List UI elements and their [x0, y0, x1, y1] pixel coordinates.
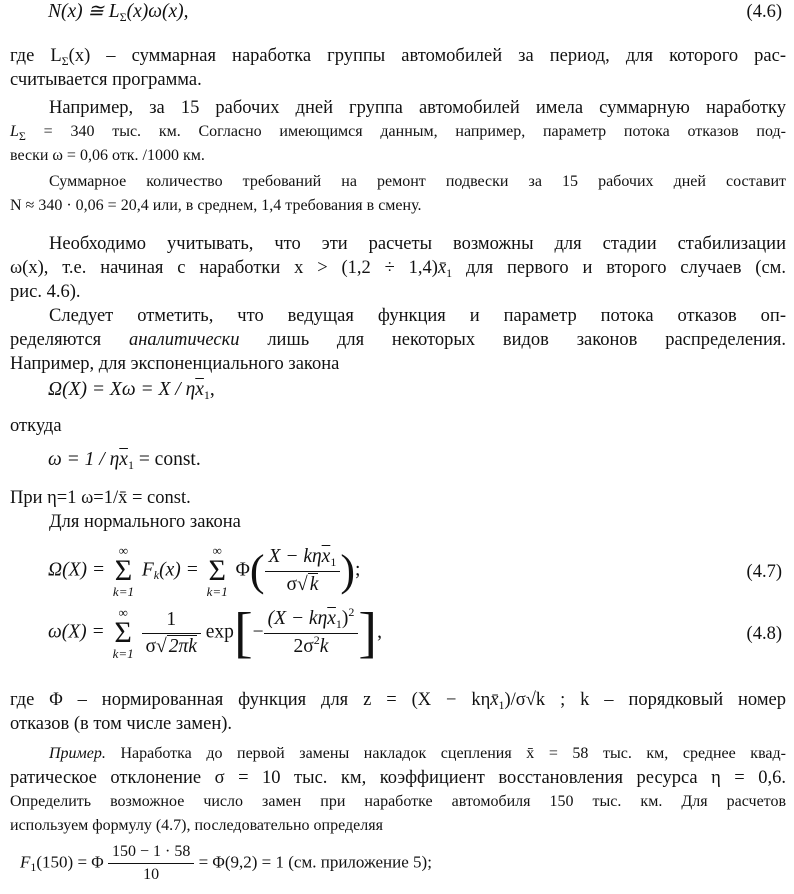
equation-f1 [20, 842, 432, 885]
equation-omega-exponential [48, 378, 215, 403]
emphasis-text: аналитически [129, 330, 240, 350]
sum-lower: k=1 [112, 584, 134, 599]
equation-text: , [377, 621, 382, 643]
equation-text: X − kη [268, 546, 322, 567]
equation-number: (4.8) [746, 624, 782, 644]
fraction [142, 608, 201, 659]
equation-4-7 [48, 544, 360, 598]
sum-sign: Σ [114, 616, 132, 649]
fraction-numerator [265, 545, 341, 572]
subscript: 1 [498, 698, 505, 712]
text-span: x̄ [490, 690, 499, 710]
equation-text: $\overline{x}$ [327, 607, 336, 629]
paragraph-line: Например, за 15 рабочих дней группа автомобилей имела суммарную наработку [49, 98, 786, 118]
paragraph-line: Для нормального закона [49, 512, 241, 532]
emphasis-text: Пример. [49, 745, 106, 762]
paragraph-line [49, 742, 786, 766]
paren: ( [249, 546, 265, 595]
equation-subscript: 1 [30, 860, 37, 875]
equation-subscript: 1 [127, 458, 134, 472]
sum-upper: ∞ [118, 543, 129, 558]
paragraph-line: N ≈ 340 · 0,06 = 20,4 или, в среднем, 1,4 требования в смену. [10, 197, 422, 214]
paragraph-line: Определить возможное число замен при наработке автомобиля 150 тыс. км. Для расчетов [10, 793, 786, 810]
bracket: ] [358, 602, 378, 664]
equation-text: ω(X) = [48, 621, 105, 643]
sum-lower: k=1 [112, 646, 134, 661]
equation-text: 2πk [168, 635, 197, 657]
equation-superscript: 2 [348, 604, 355, 619]
paragraph-line [10, 256, 786, 281]
sum-sign: Σ [208, 554, 226, 587]
fraction-denominator: σ√ 2πk [145, 635, 197, 657]
paragraph-line: вески ω = 0,06 отк. /1000 км. [10, 147, 205, 164]
text-span: лишь для некоторых видов законов распределения. [239, 330, 786, 350]
equation-text: Φ [235, 559, 250, 581]
text-span: )/σ√k ; k – порядковый номер [504, 690, 787, 710]
paragraph-line: Необходимо учитывать, что эти расчеты возможны для стадии стабилизации [49, 234, 786, 254]
text-span: где L [10, 46, 62, 66]
equation-text: 2σ [293, 635, 314, 657]
equation-text: (X − kη [267, 607, 328, 629]
paragraph-line: Суммарное количество требований на ремонт подвески за 15 рабочих дней составит [49, 173, 786, 190]
equation-number: (4.6) [746, 2, 782, 22]
equation-superscript: 2 [313, 632, 320, 647]
equation-text: (150) = Φ [36, 852, 104, 872]
paragraph-line: При η=1 ω=1/x̄ = const. [10, 488, 191, 508]
text-span: ределяются [10, 330, 129, 350]
equation-4-6 [48, 0, 189, 25]
paragraph-line [10, 688, 786, 713]
equation-text: $\overline{x}$ [321, 546, 331, 567]
equation-omega-rate [48, 448, 201, 473]
paragraph-line: откуда [10, 416, 62, 436]
paragraph-line: Следует отметить, что ведущая функция и параметр потока отказов оп- [49, 306, 786, 326]
text-span: (x) – суммарная наработка группы автомобилей за период, для которого рас- [68, 46, 786, 66]
equation-text: (x) = [159, 559, 199, 581]
text-span: ω(x), т.е. начиная с наработки x > (1,2 ÷ 1,4) [10, 258, 438, 278]
equation-subscript: 1 [330, 555, 337, 569]
sum-upper: ∞ [118, 605, 128, 620]
paragraph-line: Например, для экспоненциального закона [10, 354, 340, 374]
fraction-denominator [264, 634, 359, 660]
equation-subscript: Σ [119, 10, 127, 24]
equation-4-8: ω(X) = ∞ Σ k=1 $\frac{1}{\sigma√ 2\pi k}$ exp[− $\frac{(X - k\eta\overline{x}_1)^2}{2\sigma^2k}$ ], [48, 602, 382, 664]
paragraph-line: отказов (в том числе замен). [10, 714, 233, 734]
equation-text: Ω(X) = [48, 559, 106, 581]
text-span: Наработка до первой замены накладок сцепления x̄ = 58 тыс. км, среднее квад- [105, 745, 786, 762]
equation-text: $\overline{x}$ [119, 449, 128, 470]
paragraph-line: рис. 4.6). [10, 282, 81, 302]
equation-text: exp [205, 621, 234, 643]
summation [207, 544, 228, 598]
equation-text: ω = 1 / η [48, 449, 120, 470]
equation-text: $\overline{x}$ [195, 379, 204, 400]
equation-text: σ√ [286, 574, 308, 595]
fraction [264, 604, 359, 660]
fraction-numerator: 150 − 1 · 58 [108, 842, 194, 864]
summation [113, 544, 134, 598]
text-span: = 340 тыс. км. Согласно имеющимся данным, например, параметр потока отказов под- [25, 123, 786, 140]
subscript: 1 [446, 266, 453, 280]
subscript: Σ [61, 54, 69, 68]
equation-subscript: 1 [203, 388, 210, 402]
equation-text: k [319, 635, 329, 657]
fraction-denominator [265, 572, 341, 597]
paragraph-line [10, 328, 786, 352]
equation-text: Ω(X) = Xω = X / η [48, 379, 196, 400]
summation [113, 606, 134, 660]
equation-text: k [309, 574, 319, 595]
paragraph-line [10, 44, 786, 69]
equation-text: ; [354, 559, 361, 581]
equation-text: ) [341, 607, 349, 629]
equation-text: , [209, 379, 215, 400]
text-span: где Φ – нормированная функция для z = (X − kη [10, 690, 491, 710]
paragraph-line: используем формулу (4.7), последовательно определяя [10, 817, 383, 834]
fraction [265, 545, 341, 597]
fraction-numerator: 1 [142, 608, 201, 634]
fraction-numerator [264, 604, 359, 634]
equation-text: (x)ω(x), [126, 1, 189, 22]
paragraph-line [10, 120, 786, 144]
text-span: L [10, 123, 19, 140]
subscript: Σ [18, 129, 26, 143]
paragraph-line: ратическое отклонение σ = 10 тыс. км, коэффициент восстановления ресурса η = 0,6. [10, 768, 786, 788]
text-span: для первого и второго случаев (см. [452, 258, 786, 278]
equation-subscript: k [153, 568, 160, 583]
equation-text: = const. [133, 449, 201, 470]
equation-number: (4.7) [746, 562, 782, 582]
equation-text: F [20, 852, 31, 872]
equation-text: = Φ(9,2) = 1 (см. приложение 5); [198, 852, 432, 872]
fraction-denominator: 10 [143, 866, 160, 883]
sum-sign: Σ [114, 554, 133, 587]
equation-text: σ [145, 635, 157, 657]
sum-upper: ∞ [212, 543, 222, 558]
paren: ) [340, 546, 355, 595]
equation-subscript: 1 [335, 616, 342, 631]
fraction [108, 842, 194, 885]
equation-text: F [141, 559, 154, 581]
sum-lower: k=1 [206, 584, 228, 599]
text-span: x̄ [437, 258, 447, 278]
bracket: [ [233, 602, 253, 664]
equation-text: N(x) ≅ L [48, 1, 120, 22]
paragraph-line: считывается программа. [10, 70, 202, 90]
